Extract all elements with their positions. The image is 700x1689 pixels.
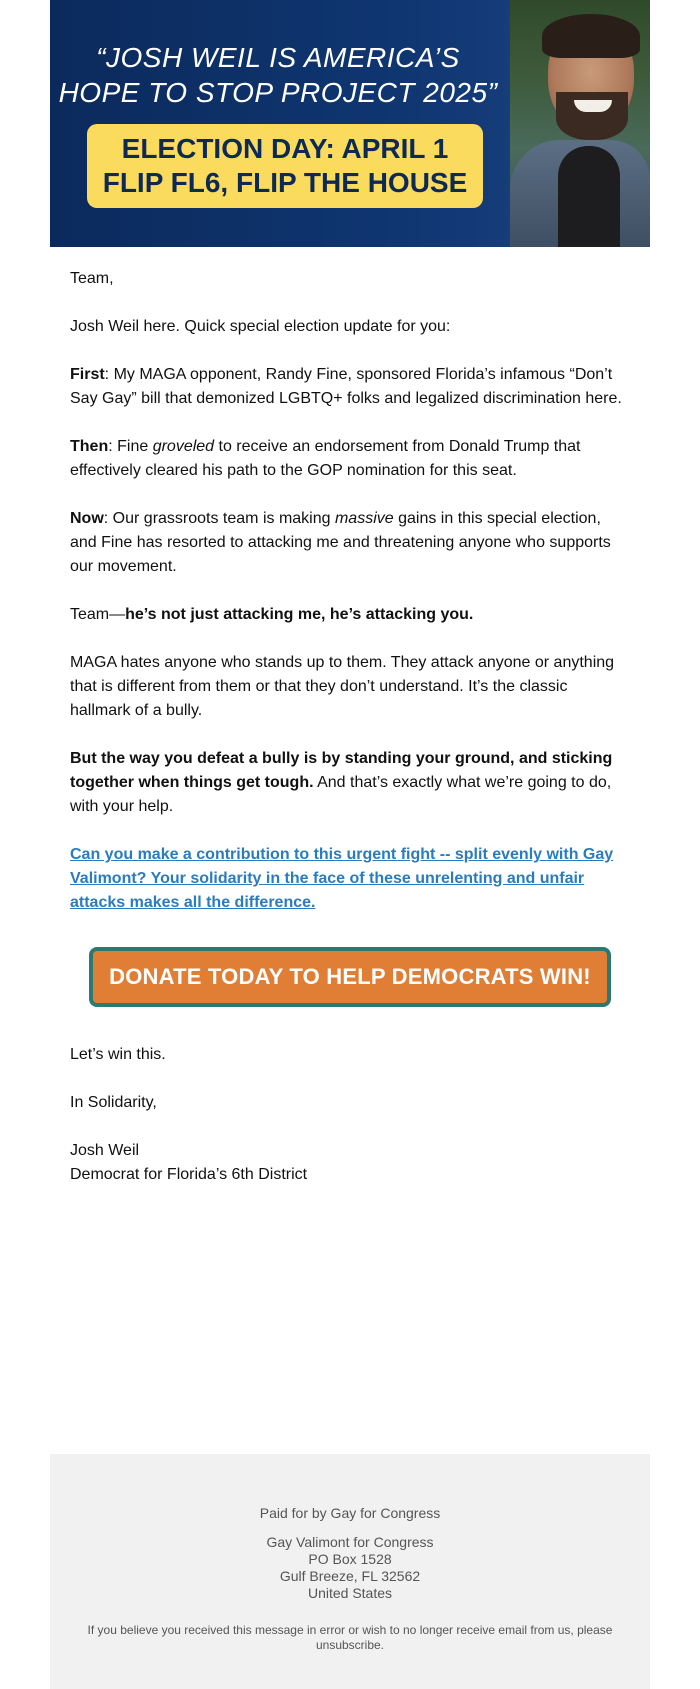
paid-for-disclaimer: Paid for by Gay for Congress bbox=[259, 1505, 441, 1521]
photo-shirt bbox=[558, 146, 620, 247]
then-text-a: : Fine bbox=[108, 438, 153, 455]
signature-title: Democrat for Florida’s 6th District bbox=[70, 1166, 308, 1183]
address-country: United States bbox=[307, 1585, 393, 1601]
unsubscribe-notice[interactable]: If you believe you received this message in error or wish to no longer receive email from us, please unsubscribe. bbox=[87, 1623, 613, 1652]
banner-quote-line1: “JOSH WEIL IS AMERICA’S bbox=[96, 42, 460, 73]
signature bbox=[70, 1139, 630, 1187]
signature-name: Josh Weil bbox=[70, 1142, 140, 1159]
badge-line2: FLIP FL6, FLIP THE HOUSE bbox=[102, 167, 468, 198]
closing-line: Let’s win this. bbox=[70, 1046, 166, 1063]
badge-line1: ELECTION DAY: APRIL 1 bbox=[121, 133, 449, 164]
header-banner[interactable] bbox=[50, 0, 650, 247]
email-body bbox=[50, 247, 650, 1187]
candidate-photo bbox=[510, 0, 650, 247]
first-label: First bbox=[70, 366, 105, 383]
bully-rest: And that’s exactly what we’re going to do, with your help. bbox=[70, 774, 612, 815]
address-org: Gay Valimont for Congress bbox=[266, 1534, 434, 1550]
banner-quote-line2: HOPE TO STOP PROJECT 2025” bbox=[58, 77, 498, 108]
photo-hair bbox=[542, 14, 640, 58]
bully-bold: But the way you defeat a bully is by standing your ground, and sticking together when things get tough. bbox=[70, 750, 613, 791]
contribution-link[interactable]: Can you make a contribution to this urgent fight -- split evenly with Gay Valimont? Your solidarity in the face of these unrelenting and unfair attacks makes all the difference. bbox=[70, 846, 614, 911]
then-text-b: to receive an endorsement from Donald Trump that effectively cleared his path to the GOP nomination for this seat. bbox=[70, 438, 581, 479]
bully-paragraph bbox=[70, 747, 630, 819]
then-emphasis: groveled bbox=[152, 438, 215, 455]
banner-quote bbox=[58, 40, 498, 110]
donate-button[interactable]: DONATE TODAY TO HELP DEMOCRATS WIN! bbox=[89, 947, 611, 1007]
then-paragraph bbox=[70, 435, 630, 483]
intro-paragraph: Josh Weil here. Quick special election update for you: bbox=[70, 318, 451, 335]
photo-smile bbox=[574, 100, 612, 112]
address-city: Gulf Breeze, FL 32562 bbox=[279, 1568, 421, 1584]
first-paragraph bbox=[70, 363, 630, 411]
now-text-a: : Our grassroots team is making bbox=[103, 510, 335, 527]
address-po-box: PO Box 1528 bbox=[308, 1551, 392, 1567]
first-text: : My MAGA opponent, Randy Fine, sponsored Florida’s infamous “Don’t Say Gay” bill that demonized LGBTQ+ folks and legalized discrimination here. bbox=[70, 366, 622, 407]
now-label: Now bbox=[70, 510, 104, 527]
team-prefix: Team— bbox=[70, 606, 126, 623]
now-paragraph bbox=[70, 507, 630, 579]
greeting: Team, bbox=[70, 270, 114, 287]
now-text-b: gains in this special election, and Fine has resorted to attacking me and threatening anyone who supports our movement. bbox=[70, 510, 611, 575]
signoff-line: In Solidarity, bbox=[70, 1094, 157, 1111]
election-day-badge bbox=[87, 124, 483, 208]
maga-paragraph: MAGA hates anyone who stands up to them. They attack anyone or anything that is different from them or that they don’t understand. It’s the classic hallmark of a bully. bbox=[70, 654, 615, 719]
now-emphasis: massive bbox=[334, 510, 394, 527]
email-footer bbox=[50, 1454, 650, 1689]
team-paragraph bbox=[70, 603, 630, 627]
email-container bbox=[50, 0, 650, 1211]
mailing-address bbox=[50, 1534, 650, 1602]
then-label: Then bbox=[70, 438, 109, 455]
team-bold: he’s not just attacking me, he’s attacking you. bbox=[125, 606, 474, 623]
signature-block bbox=[70, 1043, 630, 1187]
